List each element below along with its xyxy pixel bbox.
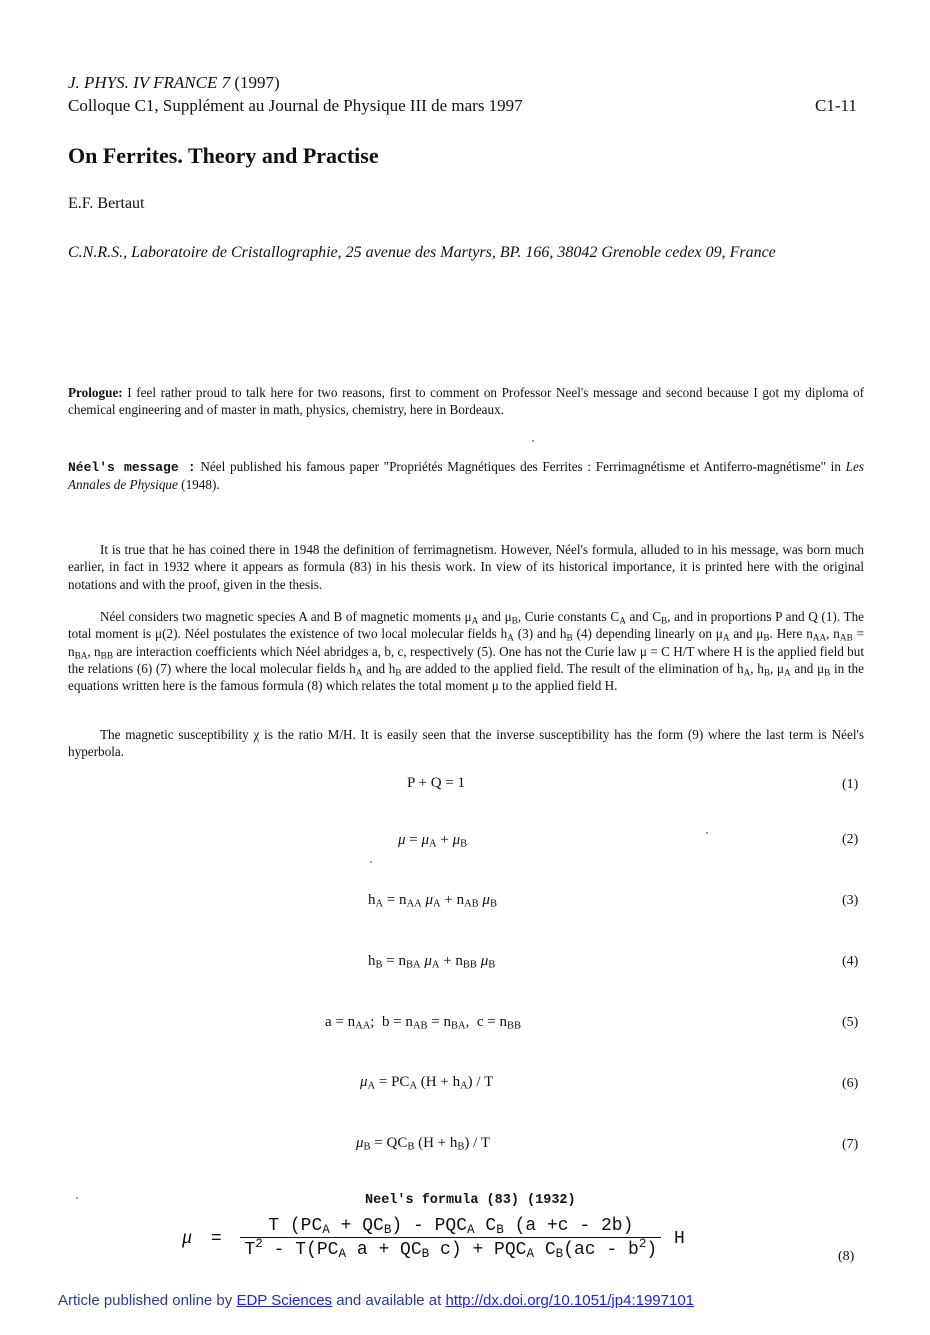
footer-middle: and available at [332,1292,446,1309]
equation-number-2: (2) [842,832,859,847]
neel-message-year: (1948). [177,477,220,493]
page-identifier: C1-11 [815,96,857,115]
publication-footer [58,1292,694,1309]
equation-7: $\mu_B = QC_B$ $(H + h_B) / T$ [356,1135,490,1153]
formula-caption: Neel's formula (83) (1932) [365,1193,576,1208]
paper-title: On Ferrites. Theory and Practise [68,143,379,168]
formula-denominator: $T^2 - T(PC_A$ $a + QC_B$ $c) + PQC_A$ $C_B(ac - b^2)$ [244,1237,658,1262]
body-paragraph-3: The magnetic susceptibility χ is the ratio M/H. It is easily seen that the inverse susceptibility has the form (9) where the last term is Néel's hyperbola. [68,727,864,760]
scan-speck [532,440,534,442]
equation-3: $h_A = n_{AA}$ $\mu_A + n_{AB}$ $\mu_B$ [368,892,497,910]
journal-year: (1997) [234,73,280,92]
equation-6: $\mu_A = PC_A$ $(H + h_A) / T$ [360,1074,494,1092]
equation-number-7: (7) [842,1137,859,1152]
journal-name: J. PHYS. IV FRANCE 7 [68,73,231,92]
author-affiliation: C.N.R.S., Laboratoire de Cristallographie, 25 avenue des Martyrs, BP. 166, 38042 Grenoble cedex 09, France [68,244,776,261]
equation-2: $\mu = \mu_A + \mu_B$ [398,832,468,850]
doi-link[interactable]: http://dx.doi.org/10.1051/jp4:1997101 [445,1292,695,1309]
formula-fraction [240,1216,661,1260]
scan-speck [370,861,372,863]
publisher-link[interactable]: EDP Sciences [236,1292,333,1309]
author-name: E.F. Bertaut [68,195,145,212]
prologue-label: Prologue: [68,385,123,400]
equation-4: $h_B = n_{BA}$ $\mu_A + n_{BB}$ $\mu_B$ [368,953,496,971]
equation-number-8: (8) [838,1249,855,1264]
body-paragraph-2: Néel considers two magnetic species A and B of magnetic moments $\mu_A$ and $\mu_B$, Curie constants $C_A$ and $C_B$, and in proportions P and Q (1). The total moment is μ(2). Néel postulates the existence of two local molecular fields $h_A$ (3) and $h_B$ (4) depending linearly on $\mu_A$ and $\mu_B$. Here $n_{AA}$, $n_{AB} = n_{BA}$, $n_{BB}$ are interaction coefficients which Néel abridges a, b, c, respectively (5). One has not the Curie law μ = C H/T where H is the applied field but the relations (6) (7) where the local molecular fields $h_A$ and $h_B$ are added to the applied field. The result of the elimination of $h_A$, $h_B$, $\mu_A$ and $\mu_B$ in the equations written here is the famous formula (8) which relates the total moment μ to the applied field H. [68,609,865,694]
footer-prefix: Article published online by [58,1292,237,1309]
journal-reference [68,73,280,93]
neel-formula: μ = $\frac{T (PC_A + QC_B) - PQC_A C_B (a +c - 2b)}{T^2 - T(PC_A a + QC_B c) + PQC_A C_B(ac - b^2)}$ H [182,1216,685,1262]
scan-speck [706,832,708,834]
equation-1: P + Q = 1 [407,775,466,791]
equation-number-1: (1) [842,777,859,792]
scan-speck [76,1197,78,1199]
prologue-text: I feel rather proud to talk here for two reasons, first to comment on Professor Neel's message and second because I got my diploma of chemical engineering and of master in math, physics, chemistry, here in Bordeaux. [68,385,864,418]
neel-message-label: Néel's message : [68,460,196,475]
formula-numerator: T $(PC_A + QC_B) - PQC_A$ $C_B$ (a +c - 2b) [240,1216,661,1238]
equation-number-4: (4) [842,954,859,969]
prologue-paragraph [68,384,864,419]
equation-5: $a = n_{AA}$; $b = n_{AB} = n_{BA}$, $c = n_{BB}$ [325,1014,521,1032]
colloque-line: Colloque C1, Supplément au Journal de Physique III de mars 1997 [68,96,523,115]
neel-message-paragraph [68,458,864,494]
equation-number-6: (6) [842,1076,859,1091]
neel-message-journal: Les Annales de Physique [68,459,864,493]
equation-number-3: (3) [842,893,859,908]
body-paragraph-1: It is true that he has coined there in 1948 the definition of ferrimagnetism. However, Néel's formula, alluded to in his message, was born much earlier, in fact in 1932 where it appears as formula (83) in his thesis work. In view of its historical importance, it is printed here with the original notations and with the proof, given in the thesis. [68,542,864,592]
equation-number-5: (5) [842,1015,859,1030]
neel-message-text: Néel published his famous paper "Propriétés Magnétiques des Ferrites : Ferrimagnétisme et Antiferro-magnétisme" in [195,459,846,474]
